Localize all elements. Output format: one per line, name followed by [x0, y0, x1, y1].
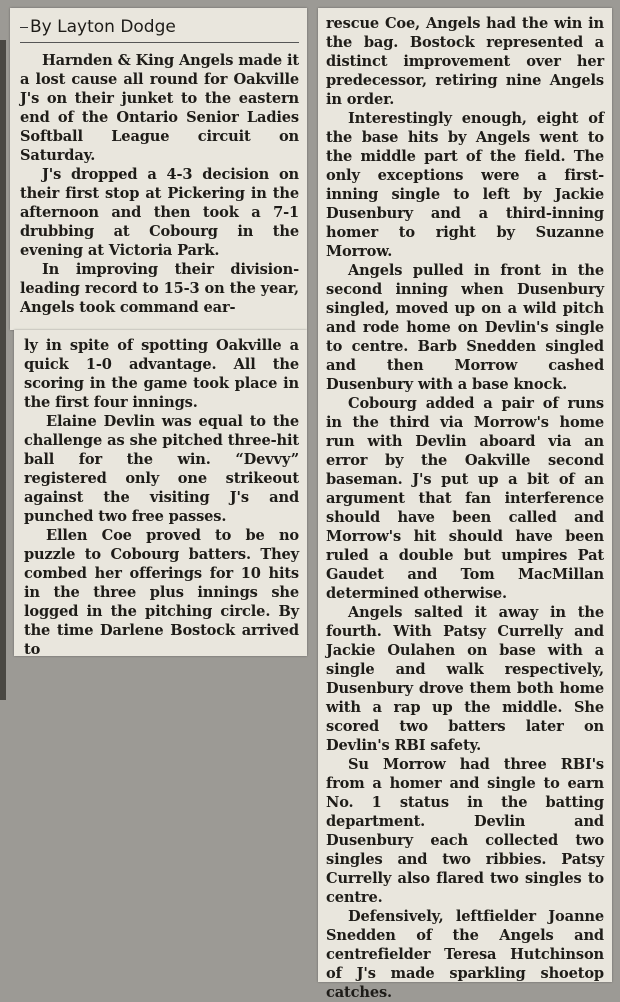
byline: [20, 16, 299, 43]
clipping-column-2: [318, 8, 612, 1001]
paragraph: ly in spite of spotting Oakville a quick 1-0 advantage. All the scoring in the game took place in the first four innings.: [24, 337, 299, 411]
clipping-column-1-bottom: [14, 330, 307, 656]
paragraph: Elaine Devlin was equal to the challenge as she pitched three-hit ball for the win. “Devvy” registered only one strikeout against the visiting J's and punched two free passes.: [24, 413, 299, 525]
paragraph: In improving their division-leading record to 15-3 on the year, Angels took command ear-: [20, 261, 299, 316]
clipping-column-1-top: [10, 8, 307, 330]
paragraph: Harnden & King Angels made it a lost cause all round for Oakville J's on their junket to the eastern end of the Ontario Senior Ladies Softball League circuit on Saturday.: [20, 52, 299, 164]
byline-dash: [20, 27, 28, 28]
paragraph: Ellen Coe proved to be no puzzle to Cobourg batters. They combed her offerings for 10 hits in the three plus innings she logged in the pitching circle. By the time Darlene Bostock arrived to: [24, 527, 299, 658]
paragraph: Su Morrow had three RBI's from a homer and single to earn No. 1 status in the batting department. Devlin and Dusenbury each collected two singles and two ribbies. Patsy Currelly also flared two singles to centre.: [326, 756, 604, 906]
paragraph: Interestingly enough, eight of the base hits by Angels went to the middle part of the field. The only exceptions were a first-inning single to left by Jackie Dusenbury and a third-inning homer to right by Suzanne Morrow.: [326, 110, 604, 260]
paragraph: Cobourg added a pair of runs in the third via Morrow's home run with Devlin aboard via an error by the Oakville second baseman. J's put up a bit of an argument that fan interference should have been called and Morrow's hit should have been ruled a double but umpires Pat Gaudet and Tom MacMillan determined otherwise.: [326, 395, 604, 602]
byline-text: By Layton Dodge: [30, 17, 176, 37]
paragraph: Angels salted it away in the fourth. With Patsy Currelly and Jackie Oulahen on base with a single and walk respectively, Dusenbury drove them both home with a rap up the middle. She scored two batters later on Devlin's RBI safety.: [326, 604, 604, 754]
paragraph: Angels pulled in front in the second inning when Dusenbury singled, moved up on a wild pitch and rode home on Devlin's single to centre. Barb Snedden singled and then Morrow cashed Dusenbury with a base knock.: [326, 262, 604, 393]
paragraph: J's dropped a 4-3 decision on their first stop at Pickering in the afternoon and then took a 7-1 drubbing at Cobourg in the evening at Victoria Park.: [20, 166, 299, 259]
page-edge-shadow: [0, 40, 6, 700]
paragraph: Defensively, leftfielder Joanne Snedden of the Angels and centrefielder Teresa Hutchinson of J's made sparkling shoetop catches.: [326, 908, 604, 1001]
paragraph: rescue Coe, Angels had the win in the bag. Bostock represented a distinct improvement over her predecessor, retiring nine Angels in order.: [326, 15, 604, 108]
